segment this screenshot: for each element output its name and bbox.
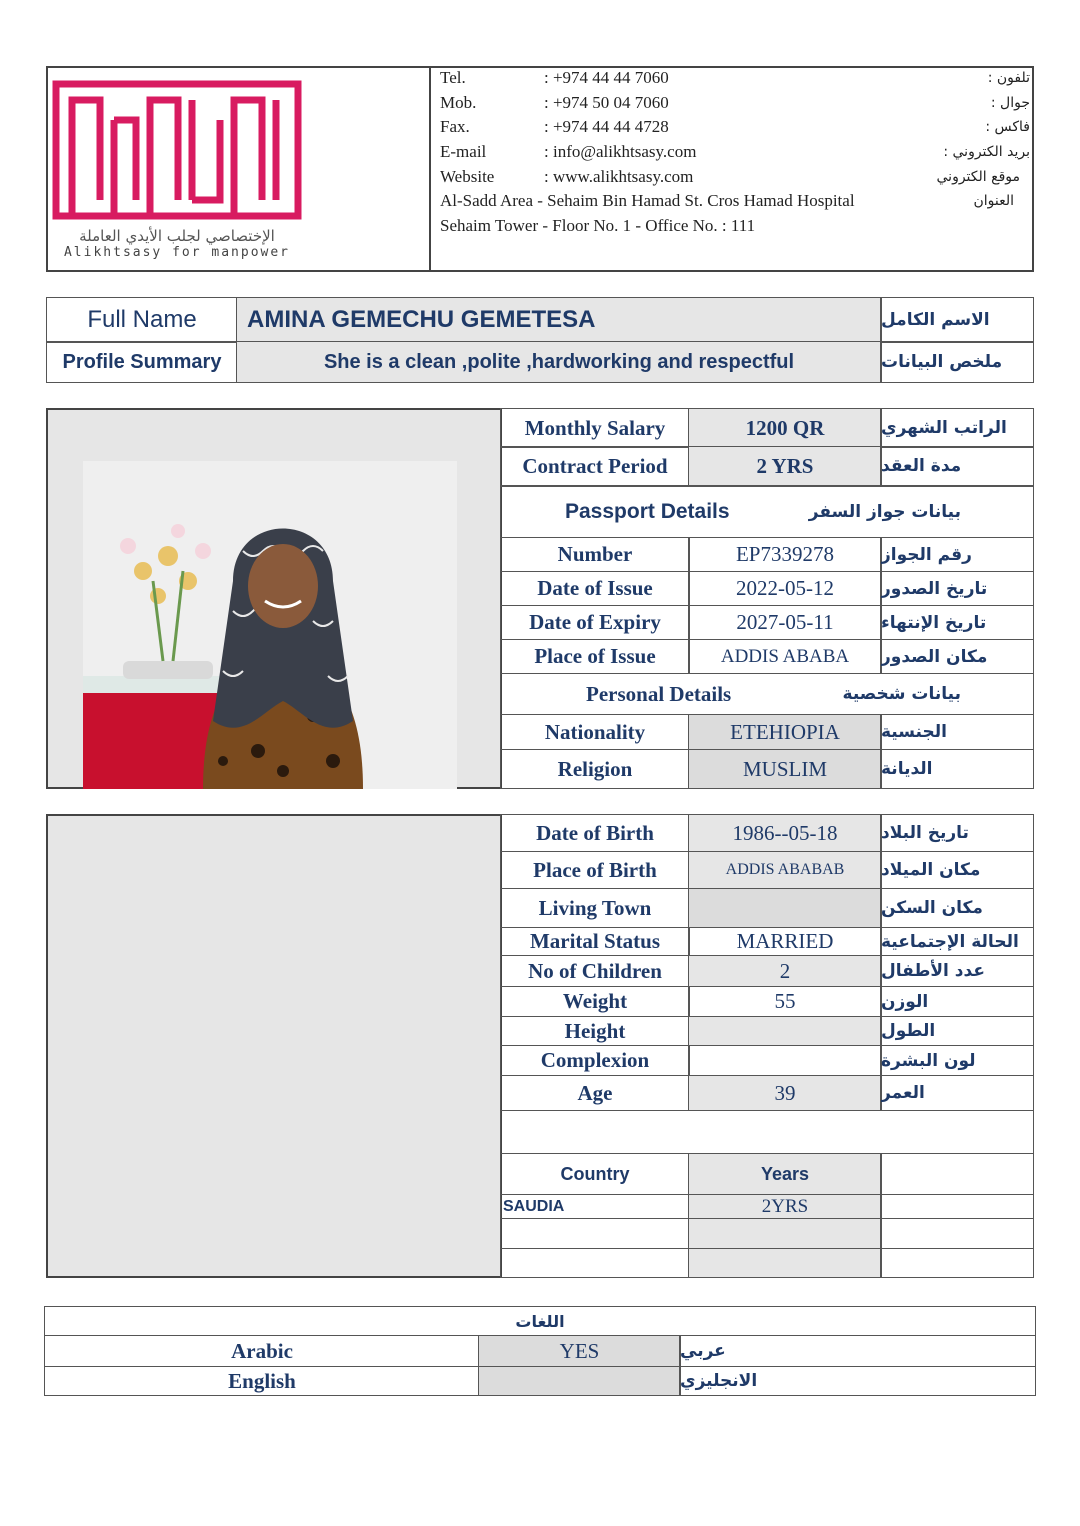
height-label: Height <box>500 1016 690 1046</box>
experience-extra-1 <box>880 1194 1034 1219</box>
contact-label-mob: Mob. <box>440 93 477 112</box>
passport-issue-place-label: Place of Issue <box>500 639 690 674</box>
blank-spacer-row <box>500 1110 1034 1154</box>
passport-issue-place-value: ADDIS ABABA <box>688 639 882 674</box>
experience-country-header: Country <box>500 1153 690 1195</box>
contract-period-ar: مدة العقد <box>880 446 1034 486</box>
birth-date-ar: تاريخ البلاد <box>880 814 1034 852</box>
experience-years-1: 2YRS <box>688 1194 882 1219</box>
logo-mark-icon <box>52 80 302 220</box>
contract-period-label: Contract Period <box>500 446 690 486</box>
marital-status-value: MARRIED <box>688 927 882 956</box>
marital-status-label: Marital Status <box>500 927 690 956</box>
passport-issue-place-ar: مكان الصدور <box>880 639 1034 674</box>
language-arabic-label: Arabic <box>44 1335 480 1367</box>
contact-label-website: Website <box>440 167 495 186</box>
passport-number-label: Number <box>500 537 690 572</box>
height-value <box>688 1016 882 1046</box>
religion-ar: الديانة <box>880 749 1034 789</box>
company-logo <box>52 80 302 260</box>
full-name-label: Full Name <box>46 297 238 343</box>
birth-place-value: ADDIS ABABAB <box>688 851 882 889</box>
profile-summary-value: She is a clean ,polite ,hardworking and respectful <box>236 341 882 383</box>
experience-years-2 <box>688 1218 882 1249</box>
language-arabic-ar: عربي <box>679 1335 1036 1367</box>
contact-label-email: E-mail <box>440 142 487 161</box>
monthly-salary-ar: الراتب الشهري <box>880 408 1034 448</box>
contact-ar-email: بريد الكتروني : <box>943 144 1030 160</box>
experience-country-3 <box>500 1248 690 1278</box>
children-count-label: No of Children <box>500 955 690 987</box>
passport-issue-date-ar: تاريخ الصدور <box>880 571 1034 606</box>
personal-title: Personal Details <box>586 681 732 706</box>
left-empty-panel <box>46 814 502 1278</box>
age-ar: العمر <box>880 1075 1034 1111</box>
languages-title-ar: اللغات <box>515 1311 565 1331</box>
children-count-ar: عدد الأطفال <box>880 955 1034 987</box>
living-town-value <box>688 888 882 928</box>
experience-extra-header <box>880 1153 1034 1195</box>
complexion-ar: لون البشرة <box>880 1045 1034 1076</box>
languages-header <box>44 1306 1036 1336</box>
profile-summary-label: Profile Summary <box>46 341 238 383</box>
height-ar: الطول <box>880 1016 1034 1046</box>
monthly-salary-value: 1200 QR <box>688 408 882 448</box>
age-label: Age <box>500 1075 690 1111</box>
complexion-value <box>688 1045 882 1076</box>
letterhead-divider <box>429 66 431 272</box>
birth-date-value: 1986--05-18 <box>688 814 882 852</box>
passport-title: Passport Details <box>565 500 730 523</box>
language-arabic-value: YES <box>478 1335 681 1367</box>
contact-value-website: : www.alikhtsasy.com <box>544 167 694 186</box>
birth-place-ar: مكان الميلاد <box>880 851 1034 889</box>
birth-date-label: Date of Birth <box>500 814 690 852</box>
passport-number-ar: رقم الجواز <box>880 537 1034 572</box>
contact-label-fax: Fax. <box>440 117 470 136</box>
weight-label: Weight <box>500 986 690 1017</box>
contact-ar-fax: فاكس : <box>985 119 1030 135</box>
profile-summary-ar: ملخص البيانات <box>880 341 1034 383</box>
experience-extra-3 <box>880 1248 1034 1278</box>
experience-years-3 <box>688 1248 882 1278</box>
language-english-value <box>478 1366 681 1396</box>
nationality-value: ETEHIOPIA <box>688 714 882 750</box>
age-value: 39 <box>688 1075 882 1111</box>
children-count-value: 2 <box>688 955 882 987</box>
candidate-photo <box>83 461 457 789</box>
monthly-salary-label: Monthly Salary <box>500 408 690 448</box>
personal-title-ar: بيانات شخصية <box>842 684 961 704</box>
contact-value-email: : info@alikhtsasy.com <box>544 142 697 161</box>
address-line-2: Sehaim Tower - Floor No. 1 - Office No. : 111 <box>440 216 756 235</box>
logo-english-name: Alikhtsasy for manpower <box>63 245 290 260</box>
contact-value-mob: : +974 50 04 7060 <box>544 93 669 112</box>
language-english-ar: الانجليزي <box>679 1366 1036 1396</box>
personal-section-header <box>500 673 1034 715</box>
marital-status-ar: الحالة الإجتماعية <box>880 927 1034 956</box>
passport-title-ar: بيانات جواز السفر <box>808 502 961 522</box>
experience-extra-2 <box>880 1218 1034 1249</box>
contact-value-fax: : +974 44 44 4728 <box>544 117 669 136</box>
full-name-value: AMINA GEMECHU GEMETESA <box>236 297 882 343</box>
religion-value: MUSLIM <box>688 749 882 789</box>
experience-country-1: SAUDIA <box>500 1194 690 1219</box>
contact-ar-mob: جوال : <box>990 95 1030 111</box>
weight-value: 55 <box>688 986 882 1017</box>
passport-expiry-date-value: 2027-05-11 <box>688 605 882 640</box>
full-name-ar: الاسم الكامل <box>880 297 1034 343</box>
birth-place-label: Place of Birth <box>500 851 690 889</box>
passport-section-header <box>500 486 1034 538</box>
logo-arabic-name: الإختصاصي لجلب الأيدي العاملة <box>79 227 275 245</box>
passport-expiry-date-ar: تاريخ الإنتهاء <box>880 605 1034 640</box>
language-english-label: English <box>44 1366 480 1396</box>
contract-period-value: 2 YRS <box>688 446 882 486</box>
passport-expiry-date-label: Date of Expiry <box>500 605 690 640</box>
contact-ar-website: موقع الكتروني <box>936 169 1020 185</box>
experience-country-2 <box>500 1218 690 1249</box>
experience-years-header: Years <box>688 1153 882 1195</box>
contact-ar-tel: تلفون : <box>987 70 1030 86</box>
nationality-ar: الجنسية <box>880 714 1034 750</box>
passport-issue-date-value: 2022-05-12 <box>688 571 882 606</box>
contact-label-tel: Tel. <box>440 68 466 87</box>
passport-issue-date-label: Date of Issue <box>500 571 690 606</box>
living-town-ar: مكان السكن <box>880 888 1034 928</box>
address-line-1: Al-Sadd Area - Sehaim Bin Hamad St. Cros Hamad Hospital <box>440 191 855 210</box>
weight-ar: الوزن <box>880 986 1034 1017</box>
nationality-label: Nationality <box>500 714 690 750</box>
contact-value-tel: : +974 44 44 7060 <box>544 68 669 87</box>
complexion-label: Complexion <box>500 1045 690 1076</box>
religion-label: Religion <box>500 749 690 789</box>
passport-number-value: EP7339278 <box>688 537 882 572</box>
living-town-label: Living Town <box>500 888 690 928</box>
address-ar: العنوان <box>973 193 1014 209</box>
